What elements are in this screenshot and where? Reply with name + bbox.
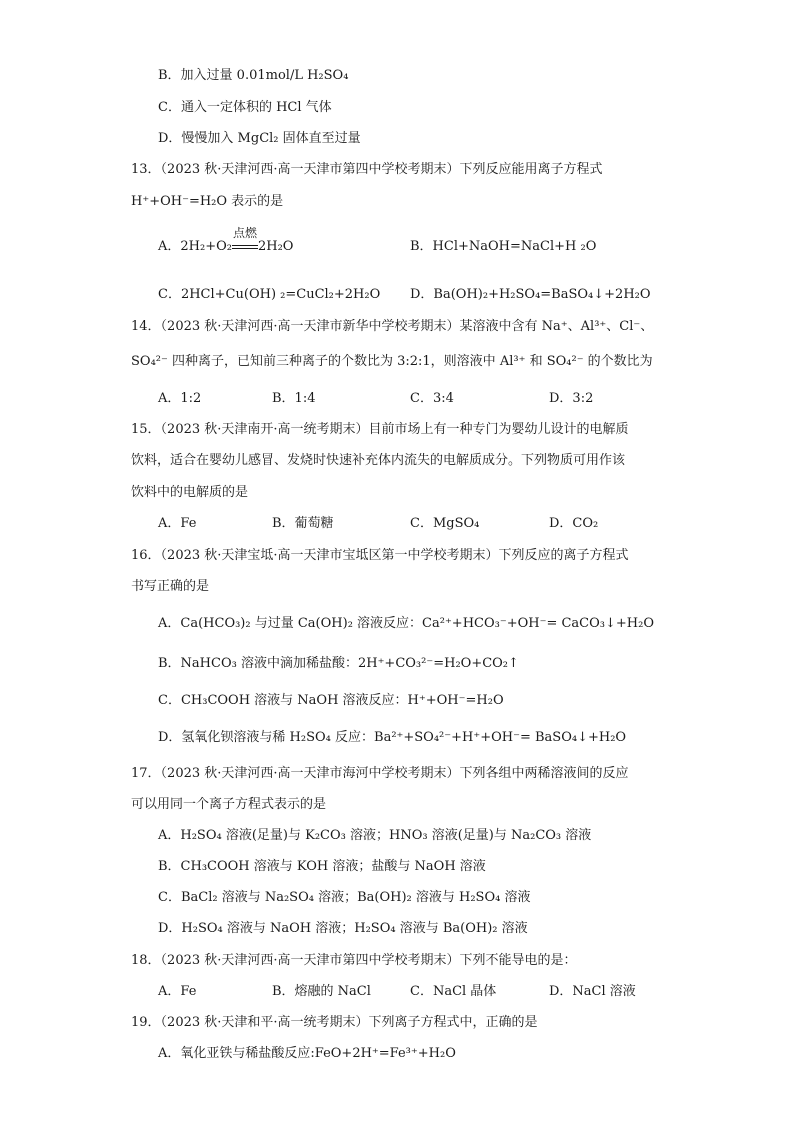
q14-stem-line2: SO₄²⁻ 四种离子，已知前三种离子的个数比为 3:2:1，则溶液中 Al³⁺ 和 SO₄²⁻ 的个数比为 — [131, 354, 653, 369]
q13-option-a — [158, 226, 294, 256]
q18-stem-line1: 18．（2023 秋·天津河西·高一天津市第四中学校考期末）下列不能导电的是： — [131, 953, 577, 968]
q16-option-c: C．CH₃COOH 溶液与 NaOH 溶液反应：H⁺+OH⁻=H₂O — [158, 693, 504, 708]
q18-option-b: B．熔融的 NaCl — [272, 984, 371, 999]
q17-stem-line1: 17．（2023 秋·天津河西·高一天津市海河中学校考期末）下列各组中两稀溶液间的反应 — [131, 766, 629, 781]
q13-option-b: B．HCl+NaOH=NaCl+H ₂O — [410, 239, 597, 254]
q19-option-a: A．氧化亚铁与稀盐酸反应:FeO+2H⁺=Fe³⁺+H₂O — [158, 1046, 456, 1061]
q15-option-a: A．Fe — [158, 516, 197, 531]
prev-option-c: C．通入一定体积的 HCl 气体 — [158, 100, 332, 115]
q17-option-c: C．BaCl₂ 溶液与 Na₂SO₄ 溶液；Ba(OH)₂ 溶液与 H₂SO₄ 溶液 — [158, 890, 531, 905]
q13-option-a-products: 2H₂O — [257, 239, 294, 254]
q14-option-c: C．3:4 — [410, 391, 454, 406]
q13-stem-line1: 13．（2023 秋·天津河西·高一天津市第四中学校考期末）下列反应能用离子方程式 — [131, 162, 603, 177]
q16-option-b: B．NaHCO₃ 溶液中滴加稀盐酸：2H⁺+CO₃²⁻=H₂O+CO₂↑ — [158, 656, 519, 671]
q17-stem-line2: 可以用同一个离子方程式表示的是 — [131, 797, 327, 812]
q14-option-d: D．3:2 — [549, 391, 594, 406]
q16-option-d: D．氢氧化钡溶液与稀 H₂SO₄ 反应：Ba²⁺+SO₄²⁻+H⁺+OH⁻= BaSO₄↓+H₂O — [158, 730, 627, 745]
q18-option-c: C．NaCl 晶体 — [410, 984, 497, 999]
q15-stem-line1: 15．（2023 秋·天津南开·高一统考期末）目前市场上有一种专门为婴幼儿设计的电解质 — [131, 422, 629, 437]
q15-option-c: C．MgSO₄ — [410, 516, 480, 531]
q18-option-a: A．Fe — [158, 984, 197, 999]
reaction-condition-label: 点燃 — [232, 226, 257, 240]
q13-option-a-reactants: A．2H₂+O₂ — [158, 239, 232, 254]
q17-option-b: B．CH₃COOH 溶液与 KOH 溶液；盐酸与 NaOH 溶液 — [158, 859, 486, 874]
prev-option-b: B．加入过量 0.01mol/L H₂SO₄ — [158, 68, 349, 83]
prev-option-d: D．慢慢加入 MgCl₂ 固体直至过量 — [158, 131, 361, 146]
q16-stem-line1: 16．（2023 秋·天津宝坻·高一天津市宝坻区第一中学校考期末）下列反应的离子方程式 — [131, 548, 629, 563]
q13-option-c: C．2HCl+Cu(OH) ₂=CuCl₂+2H₂O — [158, 287, 381, 302]
q16-stem-line2: 书写正确的是 — [131, 579, 210, 594]
q14-stem-line1: 14．（2023 秋·天津河西·高一天津市新华中学校考期末）某溶液中含有 Na⁺、Al³⁺、Cl⁻、 — [131, 319, 654, 334]
q17-option-d: D．H₂SO₄ 溶液与 NaOH 溶液；H₂SO₄ 溶液与 Ba(OH)₂ 溶液 — [158, 921, 528, 936]
q14-option-a: A．1:2 — [158, 391, 202, 406]
q14-option-b: B．1:4 — [272, 391, 316, 406]
q17-option-a: A．H₂SO₄ 溶液(足量)与 K₂CO₃ 溶液；HNO₃ 溶液(足量)与 Na₂CO₃ 溶液 — [158, 828, 592, 843]
q15-stem-line3: 饮料中的电解质的是 — [131, 485, 249, 500]
reaction-condition-arrow — [232, 226, 258, 256]
q15-stem-line2: 饮料，适合在婴幼儿感冒、发烧时快速补充体内流失的电解质成分。下列物质可用作该 — [131, 453, 626, 468]
q16-option-a: A．Ca(HCO₃)₂ 与过量 Ca(OH)₂ 溶液反应：Ca²⁺+HCO₃⁻+OH⁻= CaCO₃↓+H₂O — [158, 616, 654, 631]
q19-stem-line1: 19．（2023 秋·天津和平·高一统考期末）下列离子方程式中，正确的是 — [131, 1015, 538, 1030]
q15-option-b: B．葡萄糖 — [272, 516, 334, 531]
q13-option-d: D．Ba(OH)₂+H₂SO₄=BaSO₄↓+2H₂O — [410, 287, 651, 302]
q15-option-d: D．CO₂ — [549, 516, 599, 531]
q18-option-d: D．NaCl 溶液 — [549, 984, 636, 999]
q13-stem-line2: H⁺+OH⁻=H₂O 表示的是 — [131, 194, 284, 209]
